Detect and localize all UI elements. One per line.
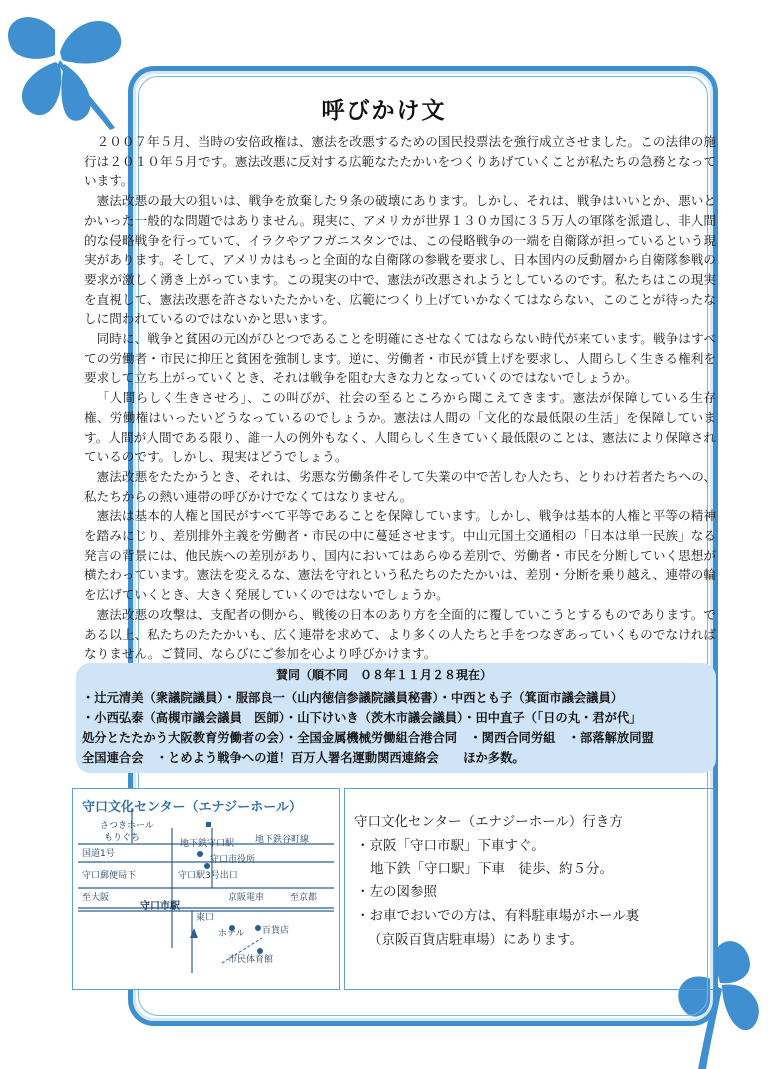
directions-line: ・左の図参照 [356, 884, 437, 900]
paragraph-1: ２００７年５月、当時の安倍政権は、憲法を改悪するための国民投票法を強行成立させました。この法律の施行は２０１０年５月です。憲法改悪に反対する広範なたたかいをつくりあげていくことが私たちの急務となっています。 [84, 134, 716, 189]
map-label-moriguchi: もりぐち [104, 833, 141, 843]
directions-line: （京阪百貨店駐車場）にあります。 [368, 932, 583, 948]
map-label-subway-station: 地下鉄守口駅 [180, 839, 235, 849]
map-label-post-office: 守口郵便局下 [82, 871, 137, 881]
paragraph-2: 憲法改悪の最大の狙いは、戦争を放棄した９条の破壊にあります。しかし、それは、戦争はいいとか、悪いとかいった一般的な問題ではありません。現実に、アメリカが世界１３０カ国に３５万人の軍隊を派遣し、非人間的な侵略戦争を行っていて、イラクやアフガニスタンでは、この侵略戦争の一端を自衛隊が担っているという現実があります。そして、アメリカはもっと全面的な自衛隊の参戦を要求し、日本国内の反動層から自衛隊参戦の要求が激しく湧き上がっています。この現実の中で、憲法が改悪されようとしているのです。私たちはこの現実を直視して、憲法改悪を許さないたたかいを、広範につくり上げていかなくてはならない、このことが待ったなしに問われているのではないかと思います。 [84, 193, 716, 327]
paragraph-3: 同時に、戦争と貧困の元凶がひとつであることを明確にさせなくてはならない時代が来ています。戦争はすべての労働者・市民に抑圧と貧困を強制します。逆に、労働者・市民が賃上げを要求し、人間らしく生きる権利を要求して立ち上がっていくとき、それは戦争を阻む大きな力となっていくのではないでしょうか。 [84, 331, 716, 386]
map-label-to-kyoto: 至京都 [290, 893, 318, 903]
map-label-east-exit: 東口 [196, 913, 215, 923]
supporters-heading: 賛同（順不同 ０８年１１月２８現在） [275, 668, 492, 682]
map-label-station: 守口市駅 [140, 901, 180, 912]
map-label-keihan: 京阪電車 [228, 893, 265, 903]
paragraph-6: 憲法は基本的人権と国民がすべて平等であることを保障しています。しかし、戦争は基本的人権と平等の精神を踏みにじり、差別排外主義を労働者・市民の中に蔓延させます。中山元国土交通相の「日本は単一民族」なる発言の背景には、他民族への差別があり、国内においてはあらゆる差別で、労働者・市民を分断していく思想が横たわっています。憲法を変えるな、憲法を守れという私たちのたたかいは、差別・分断を乗り越え、連帯の輪を広げていくとき、大きく発展していくのではないでしょうか。 [84, 508, 716, 603]
map-label-city-hall: 守口市役所 [210, 855, 256, 865]
directions-line: ・お車でおいでの方は、有料駐車場がホール裏 [356, 908, 640, 924]
appeal-body [84, 132, 716, 664]
map-label-subway-line: 地下鉄谷町線 [255, 835, 310, 845]
directions-line: 地下鉄「守口駅」下車 徒歩、約５分。 [370, 861, 613, 877]
map-label-route1: 国道1号 [82, 849, 115, 859]
paragraph-5: 憲法改悪をたたかうとき、それは、劣悪な労働条件そして失業の中で苦しむ人たち、とりわけ若者たちへの、私たちからの熱い連帯の呼びかけでなくてはなりません。 [84, 468, 716, 504]
supporters-list [82, 688, 714, 768]
directions-line: ・京阪「守口市駅」下車すぐ。 [356, 838, 545, 854]
map-title: 守口文化センター（エナジーホール） [82, 800, 302, 815]
supporters-line: ・小西弘泰（高槻市議会議員 医師）・山下けいき（茨木市議会議員）・田中直子（「日の丸・君が代」 [82, 711, 642, 725]
paragraph-7: 憲法改悪の攻撃は、支配者の側から、戦後の日本のあり方を全面的に覆していこうとするものであります。である以上、私たちのたたかいも、広く連帯を求めて、より多くの人たちと手をつなぎあっていくものでなければなりません。ご賛同、ならびにご参加を心より呼びかけます。 [84, 606, 716, 662]
map-label-hotel: ホテル [218, 929, 245, 939]
map-label-gym: 市民体育館 [228, 955, 274, 965]
map-label-hall: さつきホール [100, 821, 154, 831]
supporters-line: 全国連合会 ・とめよう戦争への道！百万人署名運動関西連絡会 ほか多数。 [82, 751, 525, 765]
page-title: 呼びかけ文 [321, 98, 447, 124]
supporters-line: ・辻元清美（衆議院議員）・服部良一（山内徳信参議院議員秘書）・中西とも子（箕面市議会議員） [82, 691, 624, 705]
paragraph-4: 「人間らしく生きさせろ」、この叫びが、社会の至るところから聞こえてきます。憲法が保障している生存権、労働権はいったいどうなっているのでしょうか。憲法は人間の「文化的な最低限の生活」を保障しています。人間が人間である限り、誰一人の例外もなく、人間らしく生きていく最低限のことは、憲法により保障されているのです。しかし、現実はどうでしょう。 [84, 390, 716, 465]
map-label-exit3: 守口駅3号出口 [178, 871, 238, 881]
directions-title: 守口文化センター（エナジーホール）行き方 [354, 814, 623, 830]
supporters-line: 処分とたたかう大阪教育労働者の会）・全国金属機械労働組合港合同 ・関西合同労組 ・部落解放同盟 [82, 731, 654, 745]
map-label-to-osaka: 至大阪 [82, 893, 110, 903]
map-label-dept-store: 百貨店 [262, 926, 290, 936]
